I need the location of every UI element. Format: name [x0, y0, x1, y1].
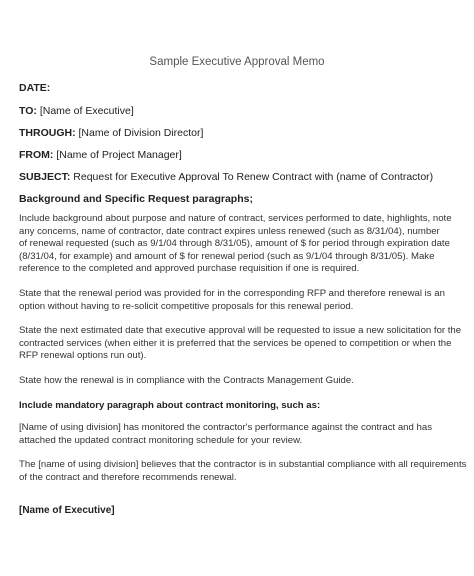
paragraph-line: Include background about purpose and nature of contract, services performed to date, highlights, note [19, 213, 452, 224]
paragraph-line: of the contract and therefore recommends renewal. [19, 471, 237, 483]
monitoring-heading-text: Include mandatory paragraph about contract monitoring, such as: [19, 400, 321, 411]
through-value: [Name of Division Director] [78, 127, 204, 139]
paragraph-line: The [name of using division] believes that the contractor is in substantial compliance with all requirements [19, 459, 467, 470]
paragraph-line: of renewal requested (such as 9/1/04 through 8/31/05), amount of $ for period through expiration date [19, 238, 450, 250]
paragraph-line: option without having to re-solicit competitive proposals for this renewal period. [19, 300, 354, 312]
paragraph-line: (8/31/04, for example) and amount of $ for renewal period (such as 9/1/04 through 8/31/05). Make [19, 250, 435, 262]
paragraph-monitoring [19, 422, 459, 447]
paragraph-recommendation [19, 459, 467, 484]
paragraph-background [19, 213, 459, 276]
subject-label: SUBJECT: [19, 171, 71, 183]
date-label: DATE: [19, 82, 51, 94]
paragraph-line: any concerns, name of contractor, date contract expires unless renewed (such as 8/31/04), number [19, 225, 440, 237]
paragraph-line: State how the renewal is in compliance with the Contracts Management Guide. [19, 375, 354, 386]
paragraph-line: State the next estimated date that executive approval will be requested to issue a new solicitation for the [19, 325, 462, 336]
paragraph-compliance [19, 375, 459, 388]
paragraph-renewal-period [19, 288, 459, 313]
paragraph-line: State that the renewal period was provided for in the corresponding RFP and therefore renewal is an [19, 288, 445, 299]
to-value: [Name of Executive] [39, 105, 134, 117]
paragraph-line: attached the updated contract monitoring schedule for your review. [19, 434, 303, 446]
paragraph-line: reference to the completed and approved purchase requisition if one is required. [19, 263, 360, 275]
subject-value: Request for Executive Approval To Renew Contract with (name of Contractor) [73, 171, 434, 183]
background-heading: Background and Specific Request paragraphs; [19, 193, 253, 205]
monitoring-heading [19, 400, 459, 413]
to-line [19, 105, 134, 117]
through-label: THROUGH: [19, 127, 76, 139]
from-value: [Name of Project Manager] [56, 149, 182, 161]
from-line [19, 149, 182, 161]
paragraph-line: [Name of using division] has monitored the contractor's performance against the contract and has [19, 422, 432, 433]
memo-title: Sample Executive Approval Memo [149, 56, 325, 68]
signature-name: [Name of Executive] [19, 505, 115, 516]
paragraph-next-date [19, 325, 462, 363]
from-label: FROM: [19, 149, 54, 161]
to-label: TO: [19, 105, 37, 117]
subject-line [19, 171, 433, 183]
paragraph-line: contracted services (when either it is preferred that the services be opened to competition or when the [19, 337, 452, 349]
through-line [19, 127, 203, 139]
paragraph-line: RFP renewal options run out). [19, 350, 147, 362]
